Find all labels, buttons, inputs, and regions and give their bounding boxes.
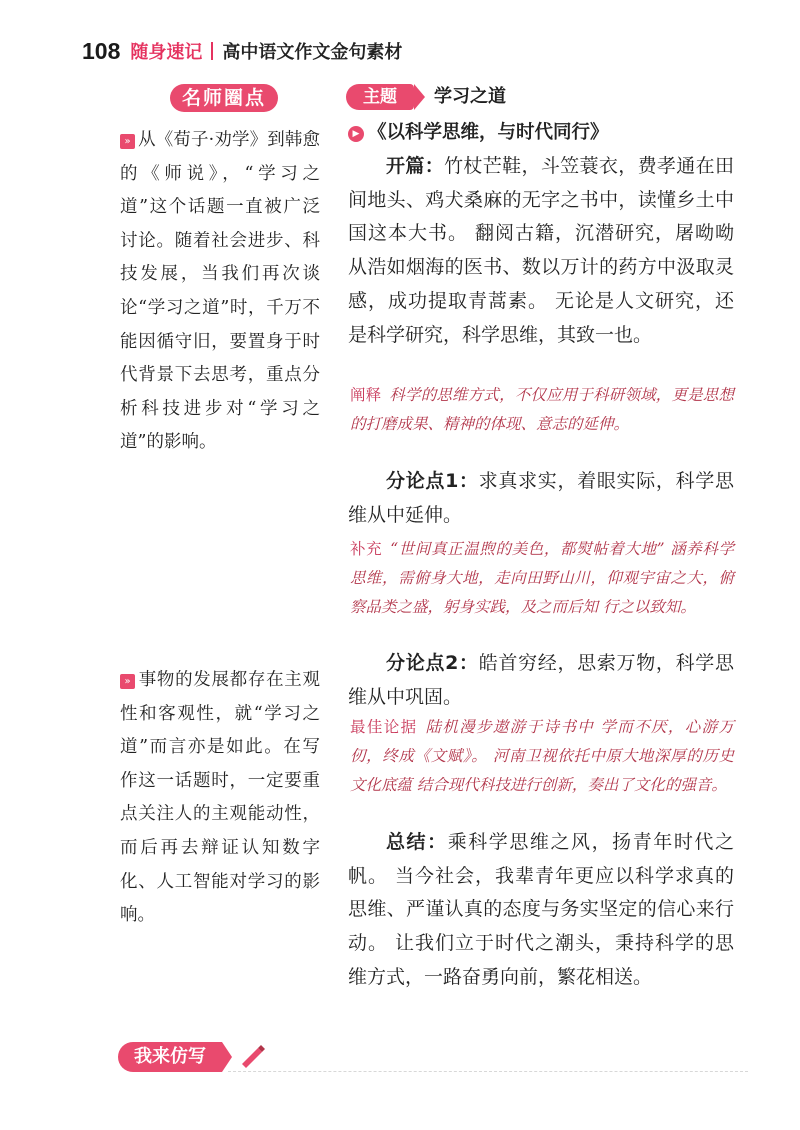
- supplement-text: “世间真正温煦的美色，都熨帖着大地” 涵养科学思维，需俯身大地，走向田野山川，仰观宇宙之大，俯察品类之盛，躬身实践，及之而后知 行之以致知。: [350, 540, 734, 616]
- page-number: 108: [82, 37, 121, 64]
- best-evidence-note: [350, 713, 734, 800]
- argument-2-label: 分论点2：: [386, 652, 479, 674]
- supplement-label: 补充: [350, 540, 383, 558]
- teacher-note-2: [120, 664, 320, 933]
- play-circle-icon: ▶: [348, 126, 364, 142]
- summary-paragraph: [348, 826, 734, 995]
- imitate-arrow-icon: [222, 1042, 232, 1072]
- argument-1-text: 求真求实，着眼实际，科学思维从中延伸。: [348, 470, 734, 526]
- opening-text: 竹杖芒鞋，斗笠蓑衣，费孝通在田间地头、鸡犬桑麻的无字之书中，读懂乡土中国这本大书。 翻阅古籍，沉潜研究，屠呦呦从浩如烟海的医书、数以万计的药方中汲取灵感，成功提取青蒿素。 无论是人文研究，还是科学研究，科学思维，其致一也。: [348, 155, 734, 346]
- teacher-note-2-text: 事物的发展都存在主观性和客观性，就“学习之道”而言亦是如此。在写作这一话题时，一定要重点关注人的主观能动性，而后再去辩证认知数字化、人工智能对学习的影响。: [120, 670, 320, 926]
- summary-text: 乘科学思维之风，扬青年时代之帆。 当今社会，我辈青年更应以科学求真的思维、严谨认真的态度与务实坚定的信心来行动。 让我们立于时代之潮头，秉持科学的思维方式，一路奋勇向前，繁花相送。: [348, 831, 734, 988]
- argument-2-paragraph: [348, 647, 734, 714]
- opening-paragraph: [348, 150, 734, 352]
- teacher-note-1-text: 从《荀子·劝学》到韩愈的《师说》，“学习之道”这个话题一直被广泛讨论。随着社会进步、科技发展，当我们再次谈论“学习之道”时，千万不能因循守旧，要置身于时代背景下去思考，重点分析科技进步对“学习之道”的影响。: [120, 130, 320, 453]
- double-chevron-icon: »: [120, 674, 135, 689]
- opening-label: 开篇：: [386, 155, 445, 177]
- imitate-writing-badge: [118, 1042, 230, 1072]
- theme-badge: 主题: [346, 84, 414, 110]
- header-divider: [211, 42, 213, 60]
- pen-icon: [238, 1040, 268, 1070]
- series-name: 随身速记: [130, 42, 203, 63]
- argument-1-label: 分论点1：: [386, 470, 479, 492]
- best-evidence-label: 最佳论据: [350, 718, 418, 736]
- double-chevron-icon: »: [120, 134, 135, 149]
- summary-label: 总结：: [386, 831, 448, 853]
- explanation-text: 科学的思维方式，不仅应用于科研领域，更是思想的打磨成果、精神的体现、意志的延伸。: [350, 386, 734, 433]
- explanation-note: [350, 381, 734, 439]
- article-title: 《以科学思维，与时代同行》: [368, 122, 609, 143]
- argument-2-text: 皓首穷经，思索万物，科学思维从中巩固。: [348, 652, 734, 708]
- teacher-notes-badge: 名师圈点: [170, 84, 278, 112]
- supplement-note: [350, 535, 734, 622]
- theme-arrow-icon: [414, 84, 425, 110]
- argument-1-paragraph: [348, 465, 734, 532]
- page-header: [82, 36, 402, 66]
- teacher-note-1: [120, 124, 320, 460]
- best-evidence-text: 陆机漫步遨游于诗书中 学而不厌，心游万仞，终成《文赋》。 河南卫视依托中原大地深厚的历史文化底蕴 结合现代科技进行创新，奏出了文化的强音。: [350, 718, 734, 794]
- imitate-writing-label: 我来仿写: [118, 1042, 222, 1072]
- writing-line[interactable]: [228, 1071, 748, 1072]
- theme-title: 学习之道: [434, 86, 506, 107]
- book-title: 高中语文作文金句素材: [222, 42, 403, 63]
- article-title-row: [348, 120, 609, 146]
- explanation-label: 阐释: [350, 386, 382, 404]
